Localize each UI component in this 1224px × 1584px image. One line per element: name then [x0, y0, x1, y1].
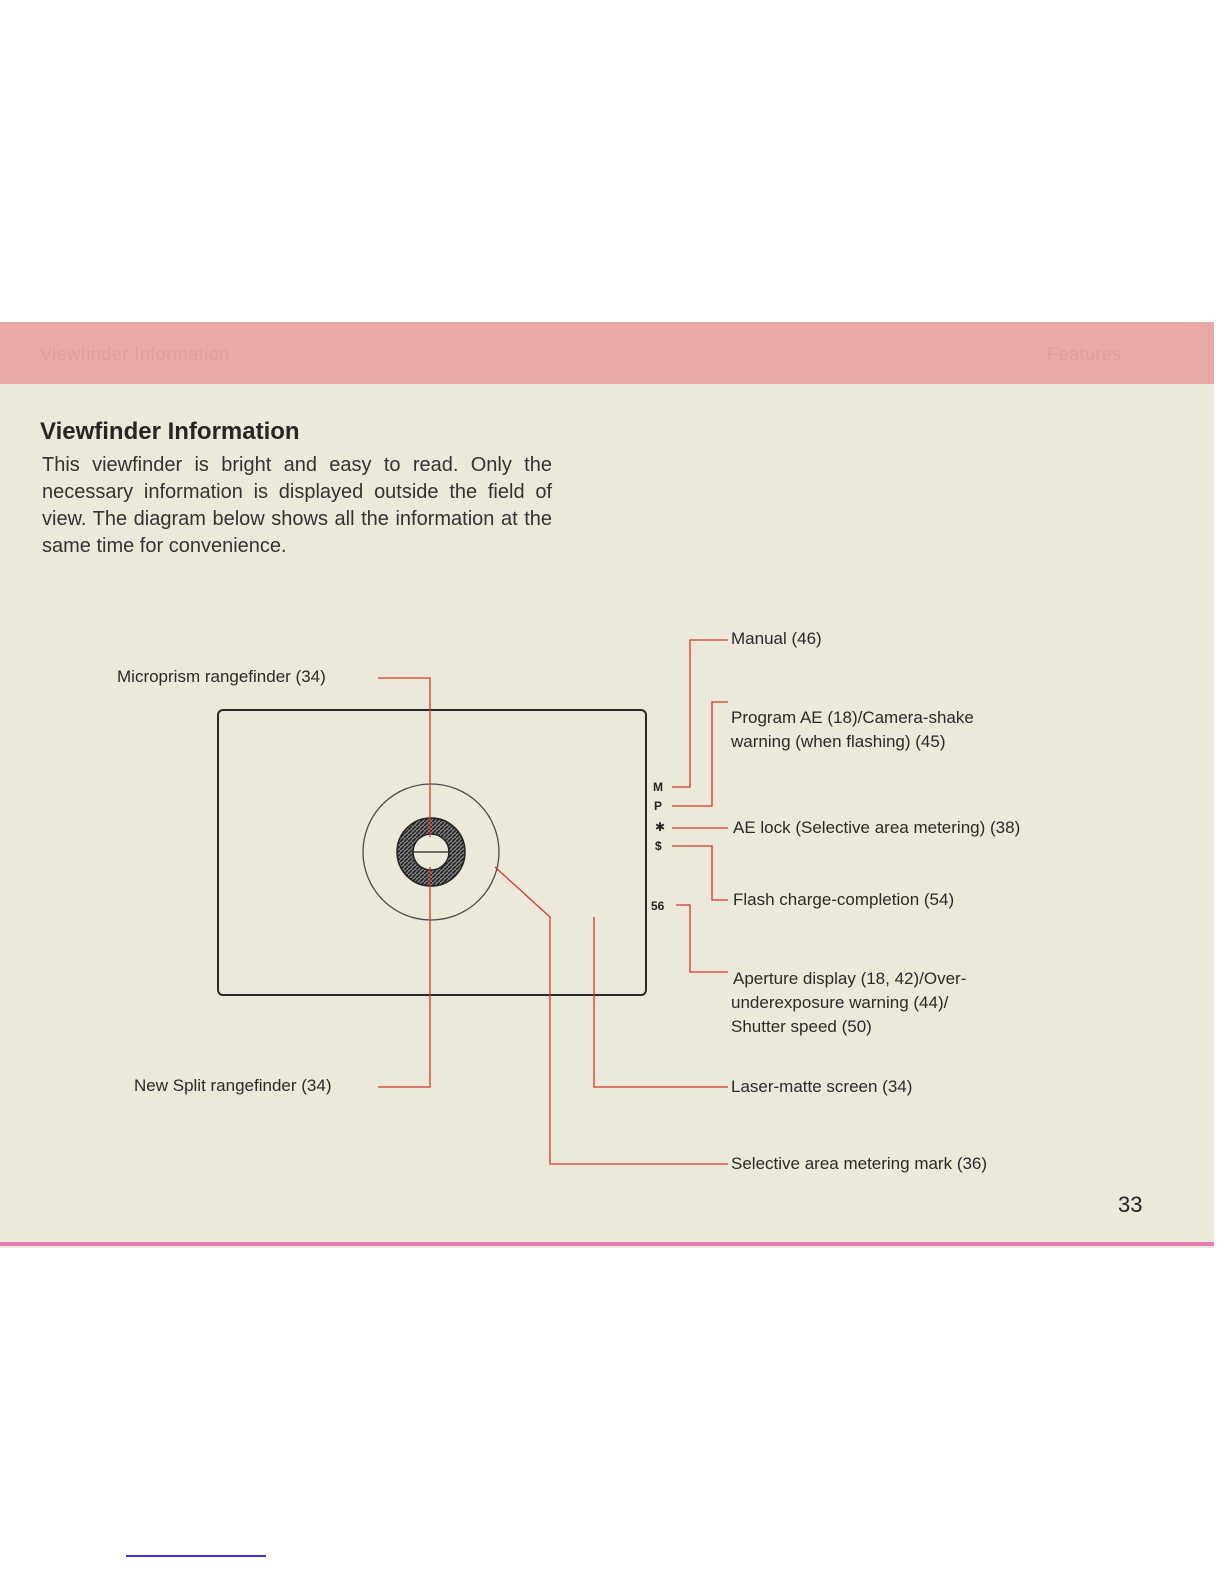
- aperture-label-line1: Aperture display (18, 42)/Over-: [733, 969, 967, 988]
- new-split-label: New Split rangefinder (34): [134, 1076, 332, 1095]
- manual-leader: [672, 640, 728, 787]
- digits-indicator: 56: [651, 899, 665, 913]
- manual-label: Manual (46): [731, 629, 822, 648]
- aperture-label-line2: underexposure warning (44)/: [731, 993, 949, 1012]
- ae-lock-indicator: ✱: [655, 820, 666, 834]
- selective-mark-label: Selective area metering mark (36): [731, 1154, 988, 1173]
- microprism-label: Microprism rangefinder (34): [117, 667, 326, 686]
- selective-mark-leader: [495, 867, 728, 1164]
- leader-lines: [378, 640, 728, 1164]
- manual-page: [0, 322, 1214, 1248]
- new-split-leader: [378, 867, 430, 1087]
- ae-lock-label: AE lock (Selective area metering) (38): [733, 818, 1021, 837]
- laser-matte-leader: [594, 917, 728, 1087]
- aperture-label-line3: Shutter speed (50): [731, 1017, 872, 1036]
- laser-matte-label: Laser-matte screen (34): [731, 1077, 913, 1096]
- header-left-text: Viewfinder Information: [40, 344, 230, 364]
- viewfinder-diagram: [0, 322, 1214, 1248]
- program-label-line1: Program AE (18)/Camera-shake: [731, 708, 974, 727]
- manual-indicator: M: [653, 780, 663, 794]
- underline-mark: [126, 1555, 266, 1557]
- flash-charge-label: Flash charge-completion (54): [733, 890, 955, 909]
- flash-leader: [672, 846, 728, 900]
- program-label-line2: warning (when flashing) (45): [731, 732, 946, 751]
- microprism-leader: [378, 678, 430, 837]
- flash-indicator: $: [655, 839, 662, 853]
- section-title: Viewfinder Information: [40, 418, 300, 445]
- page-number: 33: [1118, 1192, 1143, 1217]
- program-indicator: P: [654, 799, 663, 813]
- program-leader: [672, 702, 728, 806]
- aperture-leader: [676, 905, 728, 972]
- intro-paragraph: This viewfinder is bright and easy to read. Only the necessary information is displayed outside the field of view. The diagram below shows all the information at the same time for convenience.: [42, 454, 552, 557]
- bottom-rule: [0, 1242, 1214, 1246]
- header-right-text: Features: [1046, 344, 1122, 364]
